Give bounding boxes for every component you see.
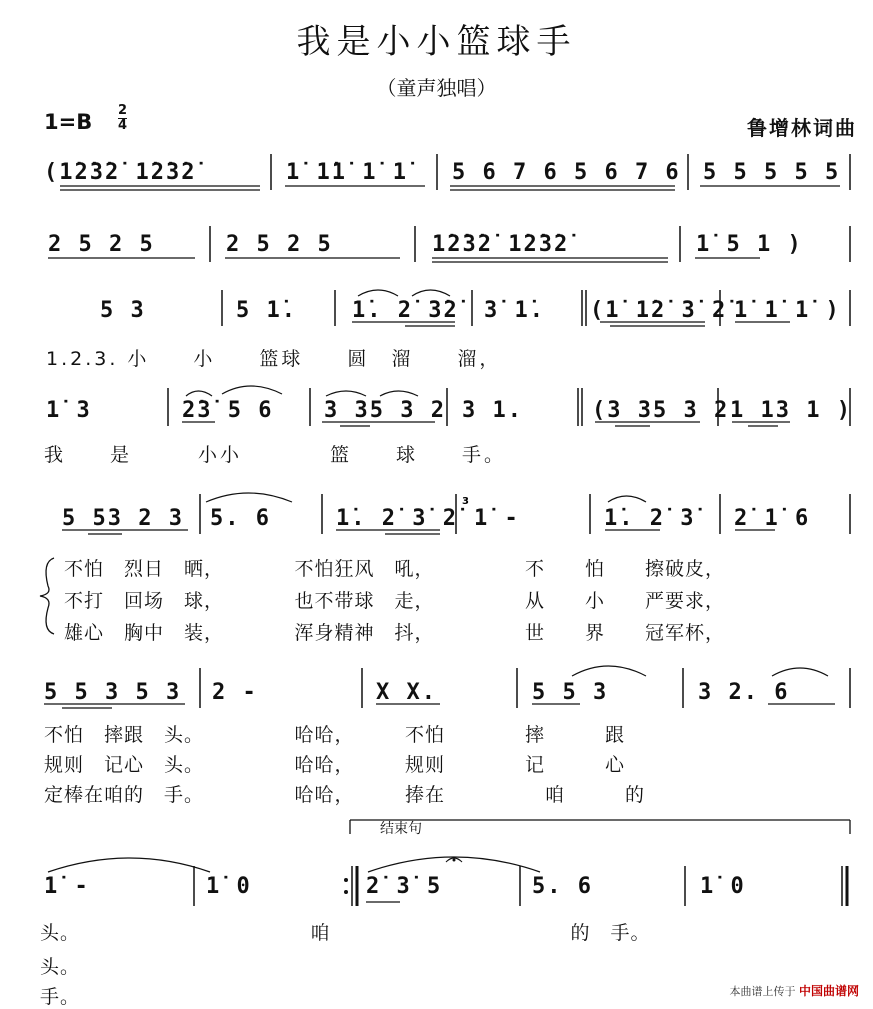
measure: 5 6 7 6 5 6 7 6: [452, 160, 681, 185]
score-system-6: [0, 660, 873, 810]
measure: 5. 6: [532, 874, 593, 899]
lyric-line: 不怕 摔跟 头。 哈哈， 不怕 摔 跟: [44, 724, 626, 746]
measure: 1 13 1 ): [730, 398, 852, 423]
measure: 2̇ 3̇ 5: [366, 874, 443, 899]
measure: 5 5 3: [532, 680, 609, 705]
key-signature: 1=B: [44, 110, 93, 134]
measure: 1̇ 3: [46, 398, 92, 423]
measure: 5 1̇.: [236, 298, 297, 323]
measure: 3 1.: [462, 398, 523, 423]
staff-barlines-7: [0, 814, 873, 914]
measure: 1̇ -: [474, 506, 520, 531]
measure: (3 35 3 2: [592, 398, 730, 423]
score-system-7: [0, 814, 873, 1008]
lyric-line: 我 是 小小 篮 球 手。: [44, 444, 507, 466]
measure: 3̇ 1̇.: [484, 298, 545, 323]
measure: X X.: [376, 680, 437, 705]
lyric-line: 定棒在咱的 手。 哈哈， 捧在 咱 的: [44, 784, 646, 806]
time-signature-top: 2: [118, 103, 128, 118]
measure: 5. 6: [210, 506, 271, 531]
measure: 1̇. 2̇ 3̇2̇: [352, 298, 459, 323]
ending-label: 结束句: [380, 821, 422, 837]
lyric-line: 头。: [40, 956, 81, 978]
measure: 2̇3̇ 5 6: [182, 398, 274, 423]
site-logo[interactable]: 中国曲谱网: [798, 984, 859, 998]
footer-text: 本曲谱上传于: [729, 985, 796, 998]
score-system-2: [0, 222, 873, 272]
measure: 1̇ 5 1 ): [696, 232, 803, 257]
measure: 1̇ 0: [206, 874, 252, 899]
score-system-1: [0, 150, 873, 200]
measure: 1̇2̇3̇2̇ 1̇2̇3̇2̇: [432, 232, 570, 257]
footer-credit: [729, 982, 859, 999]
score-system-4: [0, 384, 873, 474]
lyric-line: 雄心 胸中 装， 浑身精神 抖， 世 界 冠军杯，: [64, 622, 726, 644]
composer-credit: 鲁增林词曲: [747, 116, 857, 140]
lyric-line: 不怕 烈日 晒， 不怕狂风 吼， 不 怕 擦破皮，: [64, 558, 726, 580]
measure: 3 35 3 2: [324, 398, 446, 423]
measure: 5 53 2 3: [62, 506, 184, 531]
time-signature: [118, 104, 127, 133]
measure: (1̇2̇3̇2̇ 1̇2̇3̇2̇: [44, 160, 197, 185]
measure: 5 3: [100, 298, 146, 323]
measure: 1̇. 2̇ 3̇ 2̇: [336, 506, 458, 531]
time-signature-bottom: 4: [118, 118, 128, 133]
measure: 2 5 2 5: [48, 232, 155, 257]
song-title: 我是小小篮球手: [296, 22, 577, 62]
measure: 1̇ 1̇ 1̇ ): [734, 298, 841, 323]
lyric-line: 手。: [40, 986, 81, 1008]
lyric-line: 规则 记心 头。 哈哈， 规则 记 心: [44, 754, 626, 776]
lyric-line: 1.2.3. 小 小 篮球 圆 溜 溜，: [46, 348, 502, 370]
lyric-line: 头。 咱 的 手。: [40, 922, 651, 944]
score-system-3: [0, 286, 873, 376]
measure: 2 5 2 5: [226, 232, 333, 257]
measure: 1̇. 2̇ 3̇: [604, 506, 696, 531]
measure: 2̇ 1̇ 6: [734, 506, 811, 531]
svg-text:3: 3: [462, 496, 469, 507]
measure: 3 2. 6: [698, 680, 790, 705]
measure: 1̇ 0: [700, 874, 746, 899]
measure: 1̇ 1̇1̇ 1̇ 1̇: [286, 160, 408, 185]
measure: 5 5 5 5 5: [703, 160, 841, 185]
measure: 1̇ -: [44, 874, 90, 899]
measure: 2 -: [212, 680, 258, 705]
measure: 5 5 3 5 3: [44, 680, 182, 705]
score-system-5: [0, 490, 873, 650]
measure: (1̇ 1̇2̇ 3̇ 2̇: [590, 298, 728, 323]
song-subtitle: （童声独唱）: [376, 76, 497, 100]
lyric-line: 不打 回场 球， 也不带球 走， 从 小 严要求，: [64, 590, 726, 612]
